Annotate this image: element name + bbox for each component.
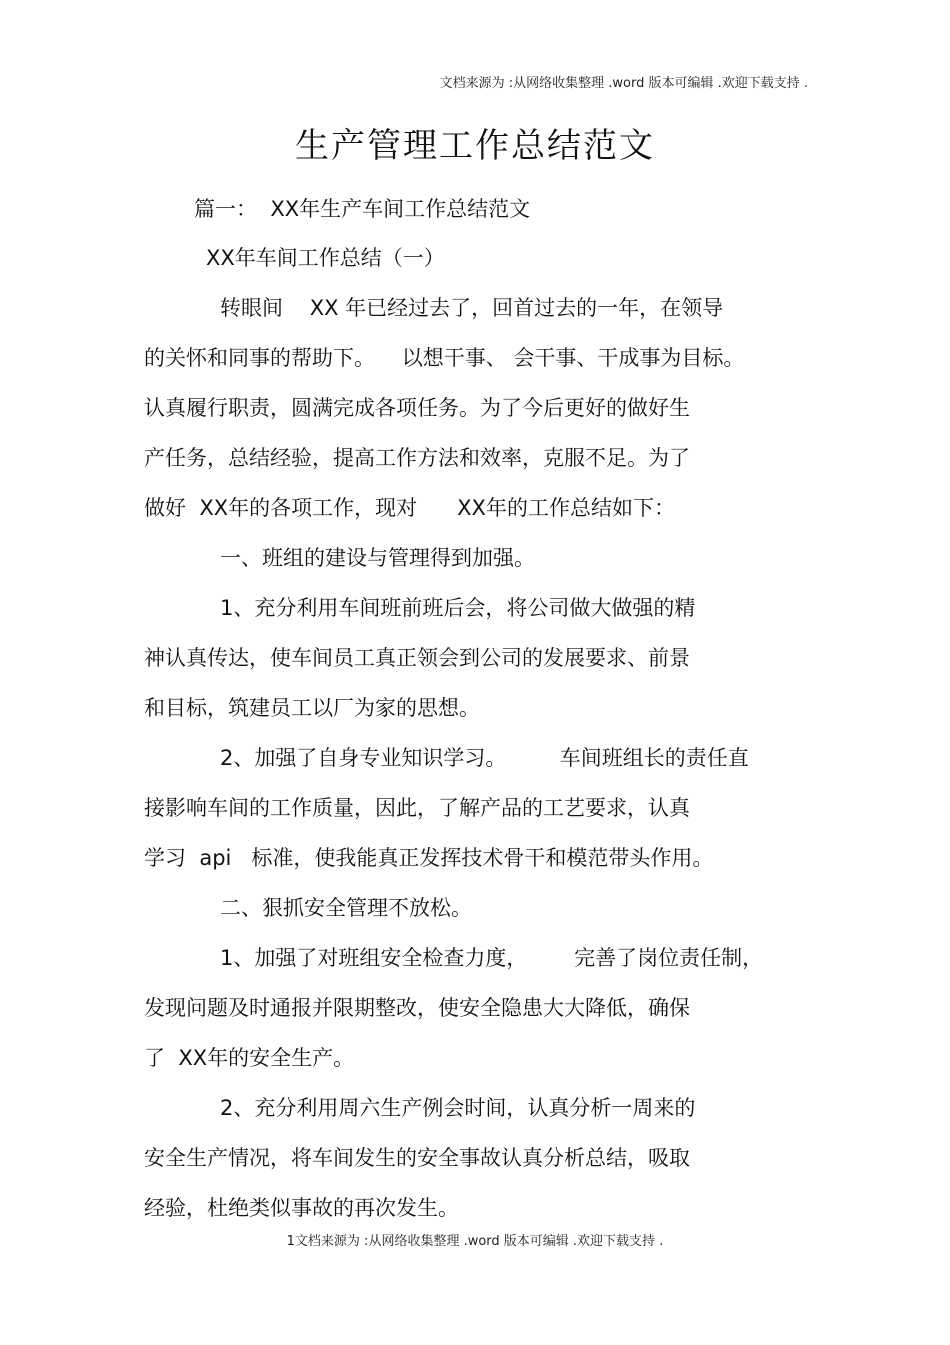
body-line: 产任务，总结经验，提高工作方法和效率，克服不足。为了 bbox=[144, 446, 690, 470]
list-heading: 一、班组的建设与管理得到加强。 bbox=[220, 546, 535, 570]
body-line: 认真履行职责，圆满完成各项任务。为了今后更好的做好生 bbox=[144, 396, 690, 420]
body-line: 学习 api 标准，使我能真正发挥技术骨干和模范带头作用。 bbox=[144, 846, 714, 870]
body-line: 的关怀和同事的帮助下。 以想干事、 会干事、干成事为目标。 bbox=[144, 346, 745, 370]
subsection-heading: XX年车间工作总结（一） bbox=[206, 246, 445, 270]
body-line: 1、加强了对班组安全检查力度， 完善了岗位责任制， bbox=[220, 946, 764, 970]
body-line: 神认真传达，使车间员工真正领会到公司的发展要求、前景 bbox=[144, 646, 690, 670]
document-title: 生产管理工作总结范文 bbox=[295, 126, 655, 166]
footer-page-note: 1文档来源为 :从网络收集整理 .word 版本可编辑 .欢迎下载支持 . bbox=[286, 1234, 664, 1249]
header-source-note: 文档来源为 :从网络收集整理 .word 版本可编辑 .欢迎下载支持 . bbox=[439, 76, 808, 91]
body-line: 转眼间 XX 年已经过去了，回首过去的一年，在领导 bbox=[220, 296, 724, 320]
body-line: 2、加强了自身专业知识学习。 车间班组长的责任直 bbox=[220, 746, 749, 770]
body-line: 经验，杜绝类似事故的再次发生。 bbox=[144, 1196, 459, 1220]
body-line: 接影响车间的工作质量，因此，了解产品的工艺要求，认真 bbox=[144, 796, 690, 820]
body-line: 了 XX年的安全生产。 bbox=[144, 1046, 355, 1070]
body-line: 2、充分利用周六生产例会时间，认真分析一周来的 bbox=[220, 1096, 696, 1120]
body-line: 和目标，筑建员工以厂为家的思想。 bbox=[144, 696, 480, 720]
body-line: 安全生产情况，将车间发生的安全事故认真分析总结，吸取 bbox=[144, 1146, 690, 1170]
body-line: 发现问题及时通报并限期整改，使安全隐患大大降低，确保 bbox=[144, 996, 690, 1020]
body-line: 做好 XX年的各项工作，现对 XX年的工作总结如下： bbox=[144, 496, 675, 520]
section-heading: 篇一： XX年生产车间工作总结范文 bbox=[194, 197, 531, 221]
body-line: 1、充分利用车间班前班后会，将公司做大做强的精 bbox=[220, 596, 696, 620]
list-heading: 二、狠抓安全管理不放松。 bbox=[220, 896, 472, 920]
